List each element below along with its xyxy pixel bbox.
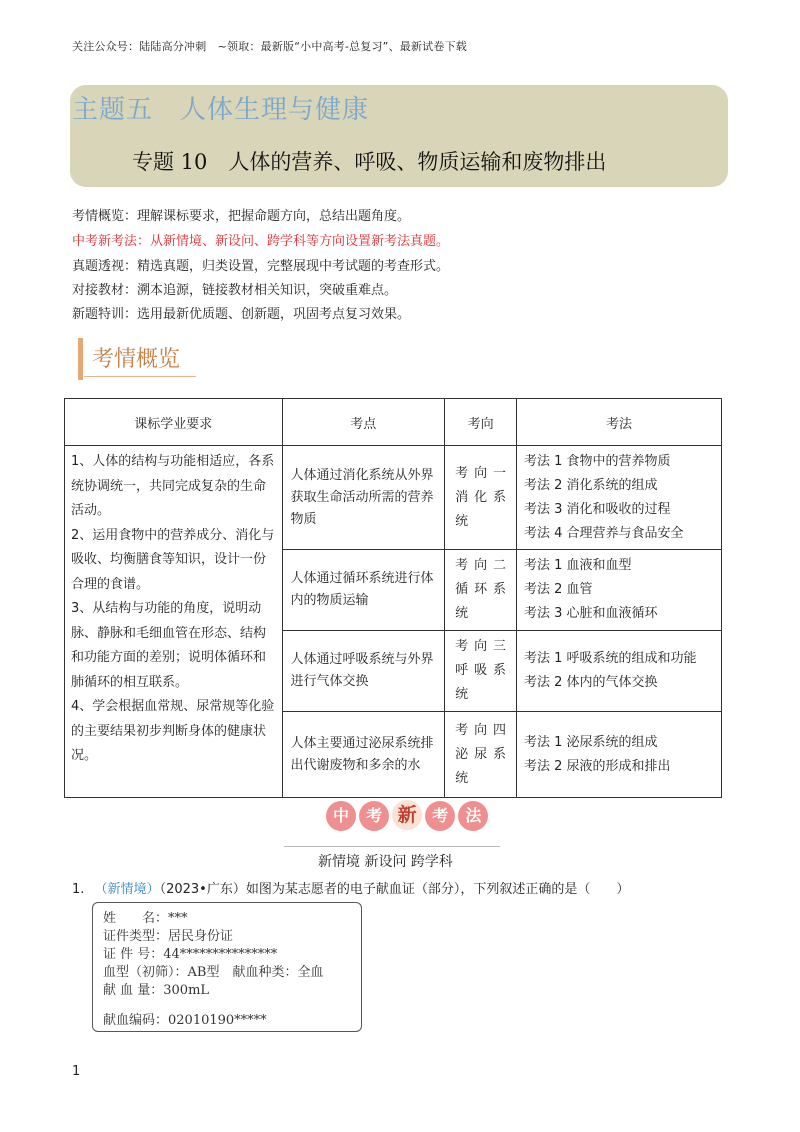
header-method: 考法 xyxy=(517,399,722,446)
method-item: 考法 3 消化和吸收的过程 xyxy=(524,501,671,517)
method-item: 考法 2 体内的气体交换 xyxy=(524,675,658,690)
section-bar xyxy=(78,338,83,380)
intro-line: 新题特训：选用最新优质题、创新题，巩固考点复习效果。 xyxy=(72,307,411,322)
method-item: 考法 3 心脏和血液循环 xyxy=(524,606,658,621)
method-item: 考法 1 呼吸系统的组成和功能 xyxy=(524,651,697,666)
method-cell xyxy=(517,631,722,712)
badge-char: 中 xyxy=(326,801,356,831)
card-line: 姓 名：*** xyxy=(103,911,188,926)
question-number: 1. xyxy=(72,882,85,897)
badge-char: 法 xyxy=(458,801,488,831)
method-cell xyxy=(517,550,722,631)
question-1 xyxy=(72,878,629,897)
direction-cell: 考向二循环系统 xyxy=(445,550,517,631)
method-item: 考法 1 血液和血型 xyxy=(524,558,632,573)
page-number: 1 xyxy=(72,1064,81,1079)
header-notice: 关注公众号：陆陆高分冲刺 ~领取：最新版“小中高考-总复习”、最新试卷下载 xyxy=(72,40,467,53)
method-item: 考法 1 食物中的营养物质 xyxy=(524,453,671,469)
question-text: （2023•广东）如图为某志愿者的电子献血证（部分），下列叙述正确的是（ ） xyxy=(159,882,630,897)
badge-subtitle: 新情境 新设问 跨学科 xyxy=(318,854,453,870)
standards-text: 1、人体的结构与功能相适应，各系统协调统一，共同完成复杂的生命活动。 2、运用食物中的营养成分、消化与吸收、均衡膳食等知识，设计一份合理的食谱。 3、从结构与功能的角度，说明动脉、静脉和毛细血管在形态、结构和功能方面的差别；说明体循环和肺循环的相互联系。 4、学会根据血常规、尿常规等化验的主要结果初步判断身体的健康状况。 xyxy=(71,454,275,763)
table-row xyxy=(65,446,722,550)
question-tag: （新情境） xyxy=(94,882,160,897)
badge-divider xyxy=(284,846,500,847)
requirements-table xyxy=(64,398,722,798)
blood-donation-card xyxy=(92,902,362,1032)
banner-title: 专题 10 人体的营养、呼吸、物质运输和废物排出 xyxy=(132,150,607,174)
badge-char: 考 xyxy=(425,801,455,831)
standards-cell xyxy=(65,446,283,798)
card-line: 献 血 量：300mL xyxy=(103,983,210,998)
header-direction: 考向 xyxy=(445,399,517,446)
method-item: 考法 2 消化系统的组成 xyxy=(524,477,658,493)
point-cell: 人体通过循环系统进行体内的物质运输 xyxy=(282,550,445,631)
method-item: 考法 2 尿液的形成和排出 xyxy=(524,758,671,774)
point-cell: 人体主要通过泌尿系统排出代谢废物和多余的水 xyxy=(282,712,445,798)
method-item: 考法 2 血管 xyxy=(524,582,593,597)
header-point: 考点 xyxy=(282,399,445,446)
section-underline xyxy=(84,376,196,377)
card-line: 血型（初筛）：AB型 献血种类：全血 xyxy=(103,965,324,980)
method-item: 考法 4 合理营养与食品安全 xyxy=(524,525,684,541)
method-item: 考法 1 泌尿系统的组成 xyxy=(524,734,658,750)
point-cell: 人体通过消化系统从外界获取生命活动所需的营养物质 xyxy=(282,446,445,550)
banner-theme: 主题五 人体生理与健康 xyxy=(72,95,370,125)
card-line: 献血编码：02010190***** xyxy=(103,1013,267,1028)
table-header-row xyxy=(65,399,722,446)
intro-line: 考情概览：理解课标要求，把握命题方向，总结出题角度。 xyxy=(72,209,411,224)
method-cell xyxy=(517,712,722,798)
intro-line: 对接教材：溯本追源，链接教材相关知识，突破重难点。 xyxy=(72,283,398,298)
card-line: 证件类型：居民身份证 xyxy=(103,929,234,944)
badge-char: 新 xyxy=(392,800,422,830)
badge-char: 考 xyxy=(359,801,389,831)
intro-line: 中考新考法：从新情境、新设问、跨学科等方向设置新考法真题。 xyxy=(72,234,450,249)
section-title: 考情概览 xyxy=(92,347,181,372)
direction-cell: 考向四泌尿系统 xyxy=(445,712,517,798)
card-line: 证 件 号：44*************** xyxy=(103,947,278,962)
new-method-badge xyxy=(326,800,486,831)
point-cell: 人体通过呼吸系统与外界进行气体交换 xyxy=(282,631,445,712)
method-cell xyxy=(517,446,722,550)
header-standards: 课标学业要求 xyxy=(65,399,283,446)
direction-cell: 考向一消化系统 xyxy=(445,446,517,550)
intro-line: 真题透视：精选真题，归类设置，完整展现中考试题的考查形式。 xyxy=(72,259,450,274)
direction-cell: 考向三呼吸系统 xyxy=(445,631,517,712)
